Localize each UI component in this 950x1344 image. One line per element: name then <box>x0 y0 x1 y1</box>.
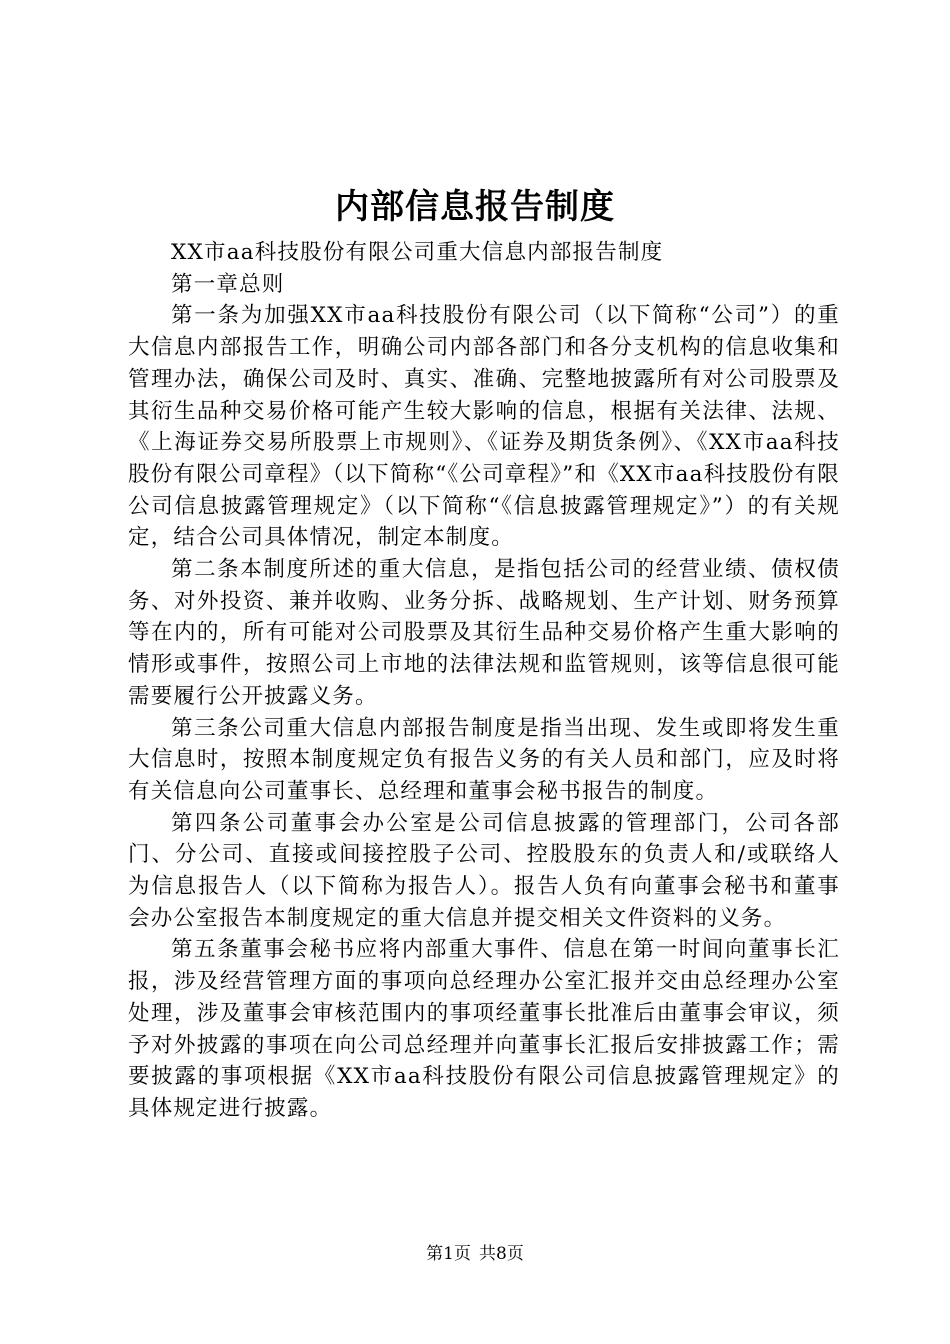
document-body <box>128 237 840 1125</box>
article-3-paragraph: 第三条公司重大信息内部报告制度是指当出现、发生或即将发生重大信息时，按照本制度规定负有报告义务的有关人员和部门，应及时将有关信息向公司董事长、总经理和董事会秘书报告的制度。 <box>128 715 840 804</box>
article-1-paragraph: 第一条为加强XX市aa科技股份有限公司（以下简称“公司”）的重大信息内部报告工作，明确公司内部各部门和各分支机构的信息收集和管理办法，确保公司及时、真实、准确、完整地披露所有对公司股票及其衍生品种交易价格可能产生较大影响的信息，根据有关法律、法规、《上海证券交易所股票上市规则》、《证券及期货条例》、《XX市aa科技股份有限公司章程》（以下简称“《公司章程》”和《XX市aa科技股份有限公司信息披露管理规定》（以下简称“《信息披露管理规定》”）的有关规定，结合公司具体情况，制定本制度。 <box>128 303 840 551</box>
article-2-paragraph: 第二条本制度所述的重大信息，是指包括公司的经营业绩、债权债务、对外投资、兼并收购、业务分拆、战略规划、生产计划、财务预算等在内的，所有可能对公司股票及其衍生品种交易价格产生重大影响的情形或事件，按照公司上市地的法律法规和监管规则，该等信息很可能需要履行公开披露义务。 <box>128 557 840 709</box>
document-title: 内部信息报告制度 <box>335 187 615 227</box>
article-4-paragraph: 第四条公司董事会办公室是公司信息披露的管理部门，公司各部门、分公司、直接或间接控股子公司、控股股东的负责人和/或联络人为信息报告人（以下简称为报告人）。报告人负有向董事会秘书和董事会办公室报告本制度规定的重大信息并提交相关文件资料的义务。 <box>128 810 840 931</box>
page-number: 第1页 <box>426 1244 471 1264</box>
page-footer <box>0 1243 950 1265</box>
page-total: 共8页 <box>479 1244 524 1264</box>
article-5-paragraph: 第五条董事会秘书应将内部重大事件、信息在第一时间向董事长汇报，涉及经营管理方面的事项向总经理办公室汇报并交由总经理办公室处理，涉及董事会审核范围内的事项经董事长批准后由董事会审议，须予对外披露的事项在向公司总经理并向董事长汇报后安排披露工作；需要披露的事项根据《XX市aa科技股份有限公司信息披露管理规定》的具体规定进行披露。 <box>128 937 840 1121</box>
document-subtitle: XX市aa科技股份有限公司重大信息内部报告制度 <box>171 240 664 265</box>
chapter-heading: 第一章总则 <box>171 271 285 297</box>
